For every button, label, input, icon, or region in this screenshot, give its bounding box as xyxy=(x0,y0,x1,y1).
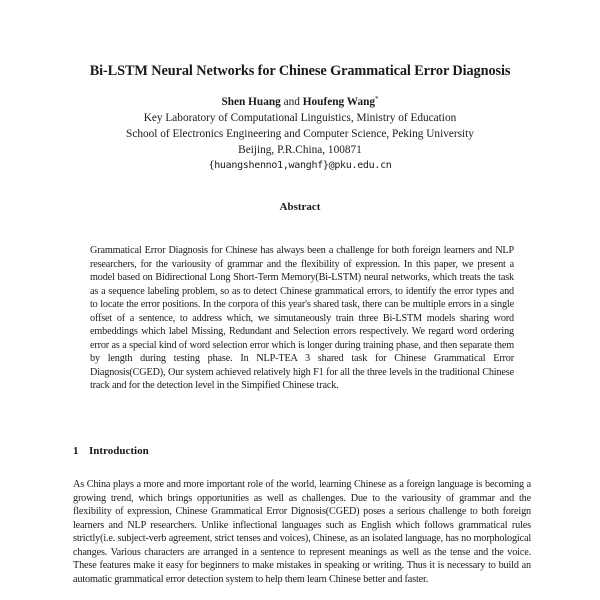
author-block xyxy=(0,94,600,174)
section-title: Introduction xyxy=(89,445,149,457)
affiliation-line-2: School of Electronics Engineering and Computer Science, Peking University xyxy=(126,128,474,140)
introduction-body: As China plays a more and more important role of the world, learning Chinese as a foreign language is becoming a growing trend, which brings opportunities as well as challenges. Due to the variousity of grammar and the flexibility of expression, Chinese Grammatical Error Dignosis(CGED) poses a serious challenge to both foreign learners and NLP researchers. Unlike inflectional languages such as English which follows grammatical rules strictly(i.e. subject-verb agreement, strict tenses and voices), Chinese, as an isolated language, has no morphological changes. Various characters are arranged in a sentence to represent meanings as well as the tense and the voice. These features make it easy for beginners to make mistakes in speaking or writing. Thus it is necessary to build an automatic grammatical error detection system to help them learn Chinese better and faster. xyxy=(73,479,531,585)
abstract-heading: Abstract xyxy=(279,201,321,213)
affiliation-line-1: Key Laboratory of Computational Linguistics, Ministry of Education xyxy=(143,112,457,124)
abstract-body: Grammatical Error Diagnosis for Chinese has always been a challenge for both foreign learners and NLP researchers, for the variousity of grammar and the flexibility of expression. In this paper, we present a model based on Bidirectional Long Short-Term Memory(Bi-LSTM) neural networks, which treats the task as a sequence labeling problem, so as to detect Chinese grammatical errors, to identify the error types and to locate the error positions. In the corpora of this year's shared task, there can be multiple errors in a single offset of a sentence, to address which, we simutaneously train three Bi-LSTM models sharing word embeddings which label Missing, Redundant and Selection errors respectively. We regard word ordering error as a special kind of word selection error which is longer during training phase, and then separate them by length during testing phase. In NLP-TEA 3 shared task for Chinese Grammatical Error Diagnosis(CGED), Our system achieved relatively high F1 for all the three levels in the traditional Chinese track and for the detection level in the Simpified Chinese track. xyxy=(90,245,514,391)
section-heading xyxy=(73,444,149,458)
author-name-1: Shen Huang xyxy=(221,96,281,108)
author-name-2: Houfeng Wang xyxy=(302,96,376,108)
affiliation-line-3: Beijing, P.R.China, 100871 xyxy=(238,144,362,156)
paper-title: Bi-LSTM Neural Networks for Chinese Grammatical Error Diagnosis xyxy=(89,63,511,79)
corresponding-mark: * xyxy=(375,95,379,103)
author-conjunction: and xyxy=(283,96,300,108)
author-email: {huangshenno1,wanghf}@pku.edu.cn xyxy=(208,160,392,171)
author-line xyxy=(0,94,600,110)
section-number: 1 xyxy=(73,445,79,457)
